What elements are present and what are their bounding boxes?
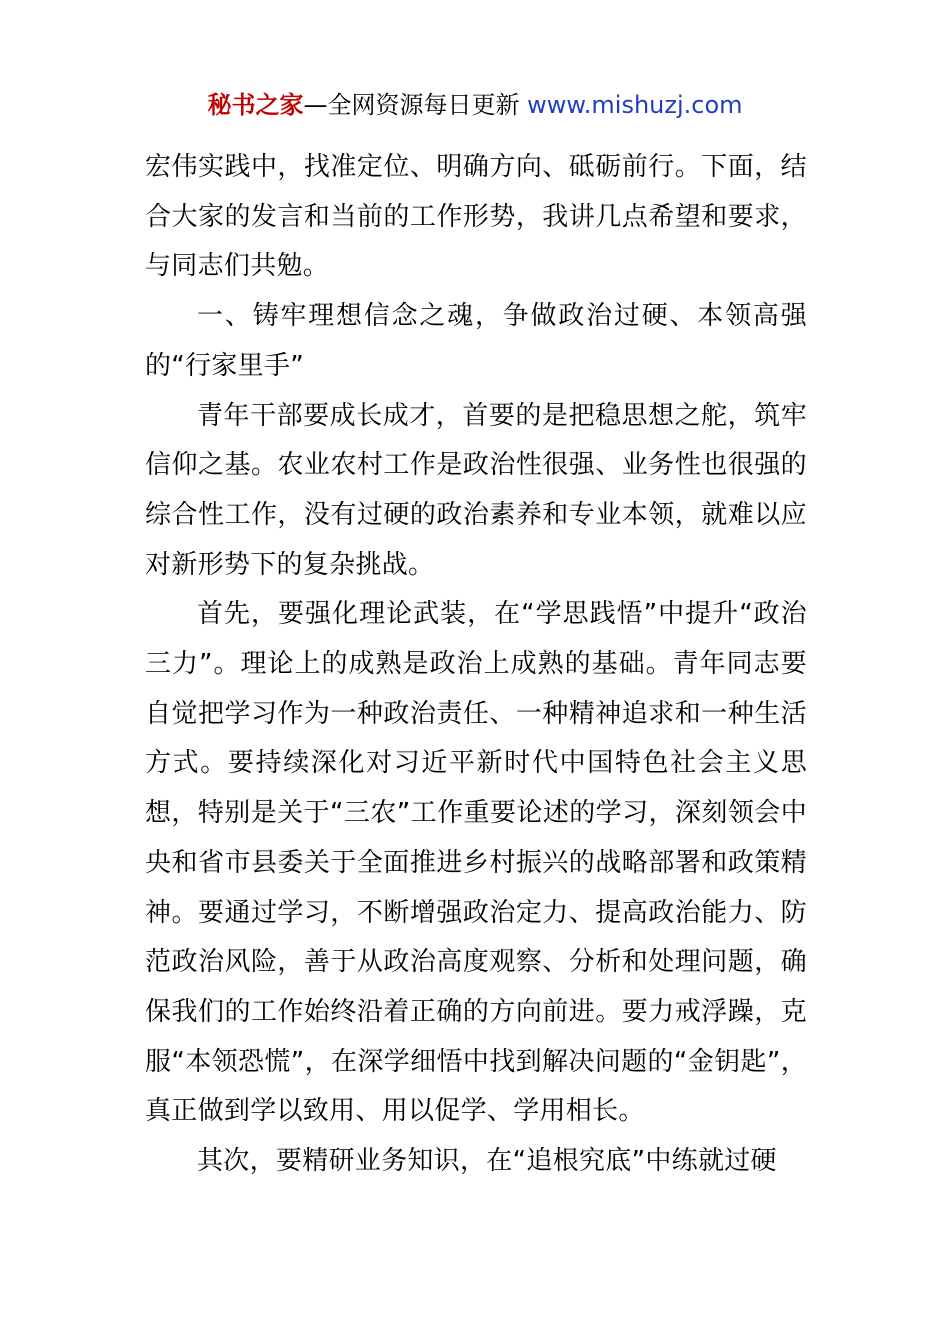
page-header (0, 88, 950, 122)
paragraph-intro: 青年干部要成长成才，首要的是把稳思想之舵，筑牢信仰之基。农业农村工作是政治性很强、业务性也很强的综合性工作，没有过硬的政治素养和专业本领，就难以应对新形势下的复杂挑战。 (145, 400, 807, 580)
header-tagline: —全网资源每日更新 (303, 91, 528, 119)
paragraph-second-point: 其次，要精研业务知识，在“追根究底”中练就过硬 (197, 1146, 777, 1177)
section-heading: 一、铸牢理想信念之魂，争做政治过硬、本领高强的“行家里手” (145, 301, 807, 381)
paragraph-first-point: 首先，要强化理论武装，在“学思践悟”中提升“政治三力”。理论上的成熟是政治上成熟的基础。青年同志要自觉把学习作为一种政治责任、一种精神追求和一种生活方式。要持续深化对习近平新时代中国特色社会主义思想，特别是关于“三农”工作重要论述的学习，深刻领会中央和省市县委关于全面推进乡村振兴的战略部署和政策精神。要通过学习，不断增强政治定力、提高政治能力、防范政治风险，善于从政治高度观察、分析和处理问题，确保我们的工作始终沿着正确的方向前进。要力戒浮躁，克服“本领恐慌”，在深学细悟中找到解决问题的“金钥匙”，真正做到学以致用、用以促学、学用相长。 (145, 599, 807, 1127)
paragraph-continuation: 宏伟实践中，找准定位、明确方向、砥砺前行。下面，结合大家的发言和当前的工作形势，我讲几点希望和要求，与同志们共勉。 (145, 152, 807, 282)
brand-name: 秘书之家 (207, 91, 304, 119)
site-url-link[interactable]: www.mishuzj.com (527, 91, 743, 119)
document-body (145, 143, 807, 1187)
